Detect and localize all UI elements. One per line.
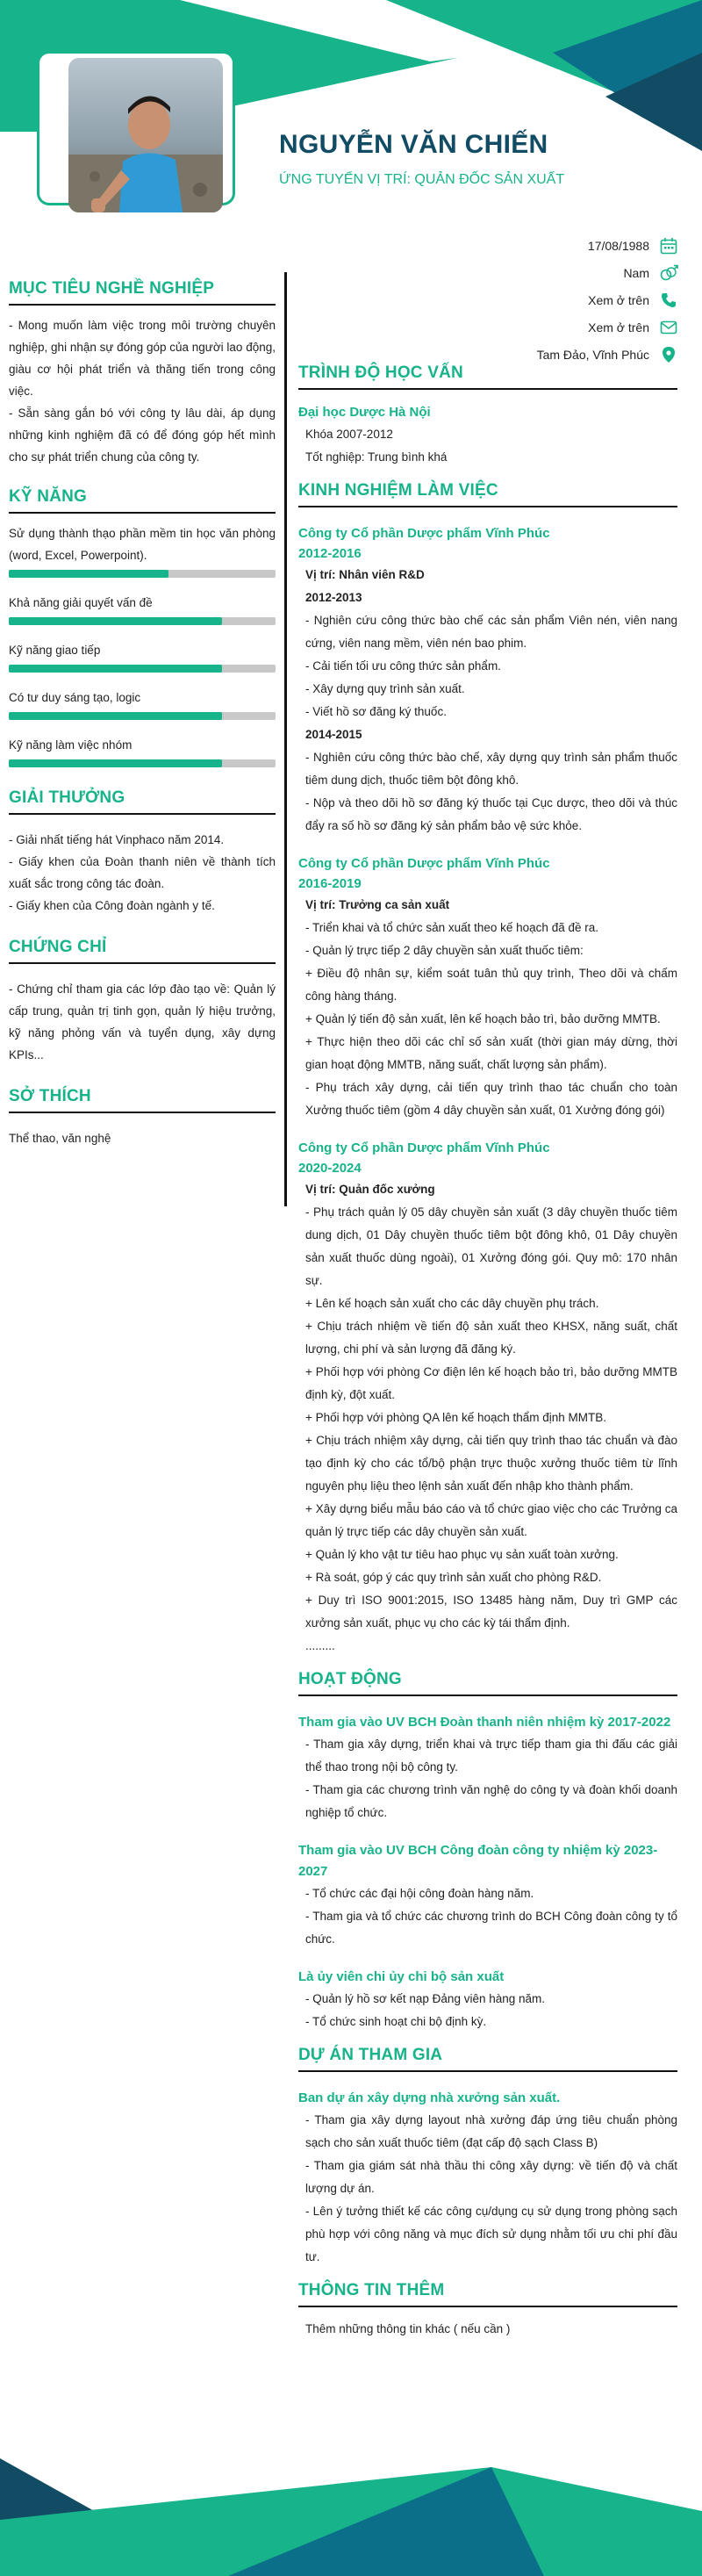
left-column bbox=[9, 279, 276, 1149]
certificates-title: CHỨNG CHỈ bbox=[9, 938, 276, 964]
skill-fill bbox=[9, 617, 222, 625]
skill-label: Kỹ năng giao tiếp bbox=[9, 644, 101, 657]
job-line: - Phụ trách xây dựng, cải tiến quy trình thao tác chuẩn cho toàn Xưởng thuốc tiêm (gồm 4 dây chuyền sản xuất, 01 Xưởng đóng gói) bbox=[305, 1081, 677, 1117]
project-line: - Tham gia giám sát nhà thầu thi công xây dựng: về tiến độ và chất lượng dự án. bbox=[305, 2159, 677, 2195]
job-line: + Chịu trách nhiệm về tiến độ sản xuất theo KHSX, năng suất, chất lượng, chi phí và sản lượng đã đăng ký. bbox=[305, 1320, 677, 1356]
skill-label: Có tư duy sáng tạo, logic bbox=[9, 691, 141, 704]
project-line: - Lên ý tưởng thiết kế các công cụ/dụng cụ sử dụng trong phòng sạch phù hợp với công năng và mục đích sử dụng nhằm tối ưu chi phí đầu tư. bbox=[305, 2205, 677, 2263]
contact-phone[interactable] bbox=[416, 286, 679, 313]
activity-heading: Tham gia vào UV BCH Công đoàn công ty nhiệm kỳ 2023-2027 bbox=[298, 1843, 658, 1879]
certificates-body bbox=[9, 978, 276, 1066]
activity-entry bbox=[298, 1712, 677, 1824]
project-entry bbox=[298, 2088, 677, 2269]
job-line: + Chịu trách nhiệm xây dựng, cải tiến quy trình thao tác chuẩn và đào tạo định kỳ cho các tổ/bộ phận trực thuộc xưởng thuốc tiêm từ lĩnh nguyên phụ liệu theo lệnh sản xuất đến nhập kho thành phẩm. bbox=[305, 1434, 677, 1493]
job-line: ......... bbox=[305, 1639, 335, 1652]
job-role: Vị trí: Quản đốc xưởng bbox=[305, 1183, 435, 1196]
experience-title: KINH NGHIỆM LÀM VIỆC bbox=[298, 481, 677, 507]
activity-line: - Tổ chức sinh hoạt chi bộ định kỳ. bbox=[305, 2015, 487, 2028]
skill-label: Kỹ năng làm việc nhóm bbox=[9, 738, 133, 752]
activity-heading: Tham gia vào UV BCH Đoàn thanh niên nhiệm kỳ 2017-2022 bbox=[298, 1715, 671, 1730]
skill-item bbox=[9, 639, 276, 673]
job-line: + Rà soát, góp ý các quy trình sản xuất cho phòng R&D. bbox=[305, 1571, 602, 1584]
projects-title: DỰ ÁN THAM GIA bbox=[298, 2046, 677, 2072]
phone-text[interactable]: Xem ở trên bbox=[588, 292, 649, 307]
job-line: + Điều độ nhân sự, kiểm soát tuân thủ quy trình, Theo dõi và chấm công hàng tháng. bbox=[305, 967, 677, 1003]
activity-line: - Tham gia các chương trình văn nghệ do công ty và đoàn khối doanh nghiệp tổ chức. bbox=[305, 1783, 677, 1819]
skill-fill bbox=[9, 570, 168, 578]
activity-line: - Tham gia và tổ chức các chương trình do BCH Công đoàn công ty tổ chức. bbox=[305, 1910, 677, 1946]
activity-line: - Quản lý hồ sơ kết nạp Đảng viên hàng năm. bbox=[305, 1992, 546, 2005]
job-role: Vị trí: Trưởng ca sản xuất bbox=[305, 898, 450, 911]
job-line: - Phụ trách quản lý 05 dây chuyền sản xuất (3 dây chuyền thuốc tiêm dung dịch, 01 Dây chuyền thuốc tiêm bột đông khô, 01 Dây chuyền sản xuất thuốc dùng ngoài), 01 Xưởng đóng gói. Quy mô: 170 nhân sự. bbox=[305, 1205, 677, 1287]
gender-text: Nam bbox=[623, 265, 649, 280]
activity-heading: Là ủy viên chi ủy chi bộ sản xuất bbox=[298, 1969, 505, 1984]
right-column bbox=[298, 363, 677, 2341]
job-line: + Quản lý kho vật tư tiêu hao phục vụ sản xuất toàn xưởng. bbox=[305, 1548, 619, 1561]
column-divider bbox=[284, 272, 287, 1206]
email-text[interactable]: Xem ở trên bbox=[588, 320, 649, 335]
contact-birthday bbox=[416, 232, 679, 259]
skill-bar bbox=[9, 665, 276, 673]
skill-fill bbox=[9, 759, 222, 767]
project-heading: Ban dự án xây dựng nhà xưởng sản xuất. bbox=[298, 2090, 561, 2105]
job-line: - Quản lý trực tiếp 2 dây chuyền sản xuất thuốc tiêm: bbox=[305, 944, 584, 957]
objective-line: - Mong muốn làm việc trong môi trường chuyên nghiệp, ghi nhận sự đóng góp của người lao động, giàu cơ hội phát triển và thăng tiến trong công việc. bbox=[9, 319, 276, 398]
job-line: - Viết hồ sơ đăng ký thuốc. bbox=[305, 705, 447, 718]
job-entry bbox=[298, 523, 677, 838]
job-line: - Xây dựng quy trình sản xuất. bbox=[305, 682, 465, 695]
job-line: + Quản lý tiến độ sản xuất, lên kế hoạch bảo trì, bảo dưỡng MMTB. bbox=[305, 1012, 661, 1025]
job-company: Công ty Cổ phần Dược phẩm Vĩnh Phúc bbox=[298, 1140, 550, 1155]
skill-item bbox=[9, 734, 276, 767]
job-period: 2012-2016 bbox=[298, 546, 362, 561]
project-line: - Tham gia xây dựng layout nhà xưởng đáp ứng tiêu chuẩn phòng sạch cho sản xuất thuốc tiêm (đạt cấp độ sạch Class B) bbox=[305, 2113, 677, 2149]
award-line: - Giấy khen của Công đoàn ngành y tế. bbox=[9, 899, 215, 912]
contact-list bbox=[416, 232, 679, 368]
activity-line: - Tổ chức các đại hội công đoàn hàng năm. bbox=[305, 1887, 534, 1900]
skill-item bbox=[9, 687, 276, 720]
job-line: + Lên kế hoạch sản xuất cho các dây chuyền phụ trách. bbox=[305, 1297, 599, 1310]
activity-line: - Tham gia xây dựng, triển khai và trực tiếp tham gia thi đấu các giải thể thao trong nội bộ công ty. bbox=[305, 1738, 677, 1774]
email-icon bbox=[658, 318, 679, 337]
applied-position: ỨNG TUYỂN VỊ TRÍ: QUẢN ĐỐC SẢN XUẤT bbox=[279, 172, 565, 187]
phone-icon bbox=[658, 291, 679, 310]
job-line: - Nghiên cứu công thức bào chế các sản phẩm Viên nén, viên nang cứng, viên nang mềm, viên nén bao phim. bbox=[305, 614, 677, 650]
job-line: - Cải tiến tối ưu công thức sản phẩm. bbox=[305, 659, 501, 673]
job-subperiod: 2012-2013 bbox=[305, 591, 362, 604]
candidate-name: NGUYỄN VĂN CHIẾN bbox=[279, 130, 548, 159]
job-entry bbox=[298, 1138, 677, 1658]
skill-item bbox=[9, 592, 276, 625]
job-line: + Duy trì ISO 9001:2015, ISO 13485 hàng năm, Duy trì GMP các xưởng sản xuất, phục vụ cho các kỳ tái thẩm định. bbox=[305, 1594, 677, 1630]
skill-bar bbox=[9, 712, 276, 720]
skill-item bbox=[9, 522, 276, 578]
address-text: Tam Đảo, Vĩnh Phúc bbox=[536, 347, 649, 362]
footer-decoration bbox=[0, 2432, 702, 2576]
more-info-text: Thêm những thông tin khác ( nếu cần ) bbox=[305, 2322, 511, 2335]
award-line: - Giải nhất tiếng hát Vinphaco năm 2014. bbox=[9, 833, 225, 846]
objective-body bbox=[9, 314, 276, 468]
activities-title: HOẠT ĐỘNG bbox=[298, 1670, 677, 1696]
job-entry bbox=[298, 853, 677, 1122]
job-line: + Thực hiện theo dõi các chỉ số sản xuất (thời gian máy dừng, thời gian hoạt động MMTB, năng suất, chất lượng sản phẩm). bbox=[305, 1035, 677, 1071]
education-title: TRÌNH ĐỘ HỌC VẤN bbox=[298, 363, 677, 390]
skill-bar bbox=[9, 570, 276, 578]
contact-gender bbox=[416, 259, 679, 286]
activity-entry bbox=[298, 1967, 677, 2033]
certificate-line: - Chứng chỉ tham gia các lớp đào tạo về: Quản lý cấp trung, quản trị tinh gọn, quản lý hiệu trưởng, kỹ năng phỏng vấn và tuyển dụng, xây dựng KPIs... bbox=[9, 982, 276, 1061]
job-role: Vị trí: Nhân viên R&D bbox=[305, 568, 425, 581]
awards-body bbox=[9, 829, 276, 917]
more-info-title: THÔNG TIN THÊM bbox=[298, 2281, 677, 2307]
education-school: Đại học Dược Hà Nội bbox=[298, 405, 431, 420]
job-company: Công ty Cổ phần Dược phẩm Vĩnh Phúc bbox=[298, 856, 550, 871]
gender-icon bbox=[658, 263, 679, 283]
job-line: + Phối hợp với phòng Cơ điện lên kế hoạch bảo trì, bảo dưỡng MMTB định kỳ, đột xuất. bbox=[305, 1365, 677, 1401]
award-line: - Giấy khen của Đoàn thanh niên về thành tích xuất sắc trong công tác đoàn. bbox=[9, 855, 276, 890]
education-course: Khóa 2007-2012 bbox=[305, 428, 393, 441]
skills-list bbox=[9, 522, 276, 767]
skills-title: KỸ NĂNG bbox=[9, 487, 276, 514]
hobbies-body bbox=[9, 1127, 276, 1149]
contact-email[interactable] bbox=[416, 313, 679, 341]
job-line: + Phối hợp với phòng QA lên kế hoạch thẩm định MMTB. bbox=[305, 1411, 607, 1424]
location-icon bbox=[658, 345, 679, 364]
skill-bar bbox=[9, 617, 276, 625]
job-line: - Triển khai và tổ chức sản xuất theo kế hoạch đã đề ra. bbox=[305, 921, 598, 934]
job-line: - Nghiên cứu công thức bào chế, xây dựng quy trình sản phẩm thuốc tiêm dung dịch, thuốc tiêm bột đông khô. bbox=[305, 751, 677, 787]
skill-label: Khả năng giải quyết vấn đề bbox=[9, 596, 153, 609]
objective-title: MỤC TIÊU NGHỀ NGHIỆP bbox=[9, 279, 276, 306]
calendar-icon bbox=[658, 236, 679, 255]
hobbies-title: SỞ THÍCH bbox=[9, 1087, 276, 1113]
skill-fill bbox=[9, 665, 222, 673]
job-company: Công ty Cổ phần Dược phẩm Vĩnh Phúc bbox=[298, 526, 550, 541]
job-subperiod: 2014-2015 bbox=[305, 728, 362, 741]
job-line: - Nộp và theo dõi hồ sơ đăng ký thuốc tại Cục dược, theo dõi và thúc đẩy ra số hồ sơ đăng ký sản phẩm bảo vệ sức khỏe. bbox=[305, 796, 677, 832]
job-line: + Xây dựng biểu mẫu báo cáo và tổ chức giao việc cho các Trưởng ca quản lý trực tiếp các dây chuyền sản xuất. bbox=[305, 1502, 677, 1538]
hobbies-text: Thể thao, văn nghệ bbox=[9, 1132, 111, 1145]
avatar bbox=[68, 58, 223, 212]
skill-bar bbox=[9, 759, 276, 767]
objective-line: - Sẵn sàng gắn bó với công ty lâu dài, áp dụng những kinh nghiệm đã có để đóng góp hết mình cho sự phát triển chung của công ty. bbox=[9, 407, 276, 464]
job-period: 2020-2024 bbox=[298, 1161, 362, 1176]
birthday-text: 17/08/1988 bbox=[587, 238, 649, 253]
skill-fill bbox=[9, 712, 222, 720]
activity-entry bbox=[298, 1840, 677, 1951]
education-grade: Tốt nghiệp: Trung bình khá bbox=[305, 450, 448, 464]
job-period: 2016-2019 bbox=[298, 876, 362, 891]
awards-title: GIẢI THƯỞNG bbox=[9, 788, 276, 815]
skill-label: Sử dụng thành thạo phần mềm tin học văn phòng (word, Excel, Powerpoint). bbox=[9, 527, 276, 562]
